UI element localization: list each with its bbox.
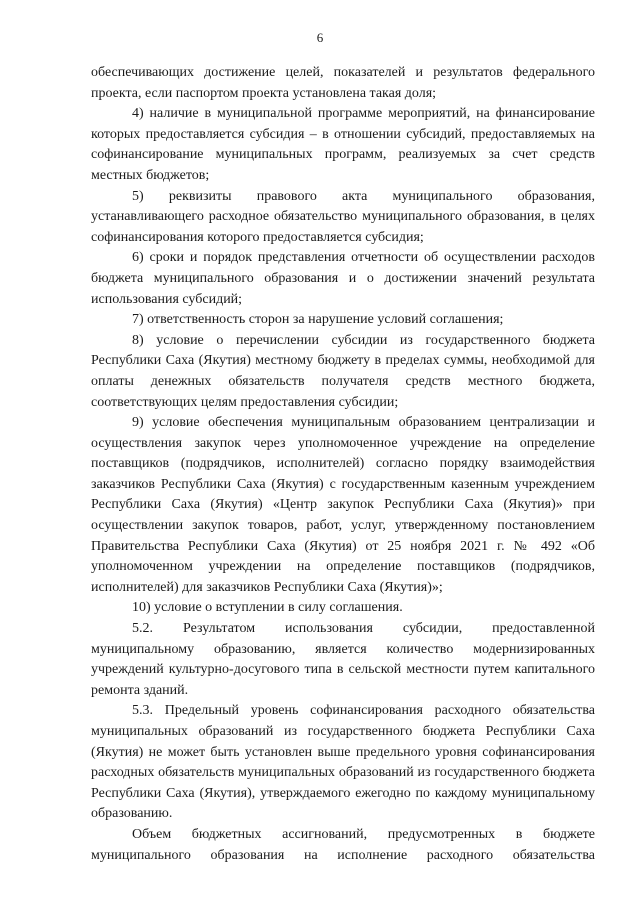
list-item-6: 6) сроки и порядок представления отчетности об осуществлении расходов бюджета муниципального образования и о достижении значений результата использования субсидий; [91, 250, 595, 307]
list-item-8: 8) условие о перечислении субсидии из государственного бюджета Республики Саха (Якутия) местному бюджету в пределах суммы, необходимой для оплаты денежных обязательств получателя средств местного бюджета, соответствующих целям предоставления субсидии; [91, 332, 595, 410]
list-item-7: 7) ответственность сторон за нарушение условий соглашения; [132, 312, 504, 328]
paragraph-continuation: обеспечивающих достижение целей, показателей и результатов федерального проекта, если паспортом проекта установлена такая доля; [91, 65, 595, 101]
list-item-9: 9) условие обеспечения муниципальным образованием централизации и осуществления закупок через уполномоченное учреждение на определение поставщиков (подрядчиков, исполнителей) согласно порядку взаимодействия заказчиков Республики Саха (Якутия) с государственным казенным учреждением Республики Саха (Якутия) «Центр закупок Республики Саха (Якутия)» при осуществлении закупок товаров, работ, услуг, утвержденному постановлением Правительства Республики Саха (Якутия) от 25 ноября 2021 г. № 492 «Об уполномоченном учреждении на определение поставщиков (подрядчиков, исполнителей) для заказчиков Республики Саха (Якутия)»; [91, 415, 595, 595]
clause-5-3: 5.3. Предельный уровень софинансирования расходного обязательства муниципальных образований из государственного бюджета Республики Саха (Якутия) не может быть установлен выше предельного уровня софинансирования расходных обязательств муниципальных образований из государственного бюджета Республики Саха (Якутия), утверждаемого ежегодно по каждому муниципальному образованию. [91, 703, 595, 822]
paragraph-budget-allocations: Объем бюджетных ассигнований, предусмотренных в бюджете муниципального образования на исполнение расходного обязательства [91, 826, 595, 863]
page-number: 6 [316, 30, 324, 45]
list-item-5: 5) реквизиты правового акта муниципального образования, устанавливающего расходное обязательство муниципального образования, в целях софинансирования которого предоставляется субсидия; [91, 188, 595, 245]
clause-5-2: 5.2. Результатом использования субсидии, предоставленной муниципальному образованию, является количество модернизированных учреждений культурно-досугового типа в сельской местности путем капитального ремонта зданий. [91, 621, 595, 698]
list-item-4: 4) наличие в муниципальной программе мероприятий, на финансирование которых предоставляется субсидия – в отношении субсидий, предоставляемых на софинансирование муниципальных программ, реализуемых за счет средств местных бюджетов; [91, 106, 595, 183]
list-item-10: 10) условие о вступлении в силу соглашения. [132, 600, 403, 616]
document-body [91, 63, 595, 866]
